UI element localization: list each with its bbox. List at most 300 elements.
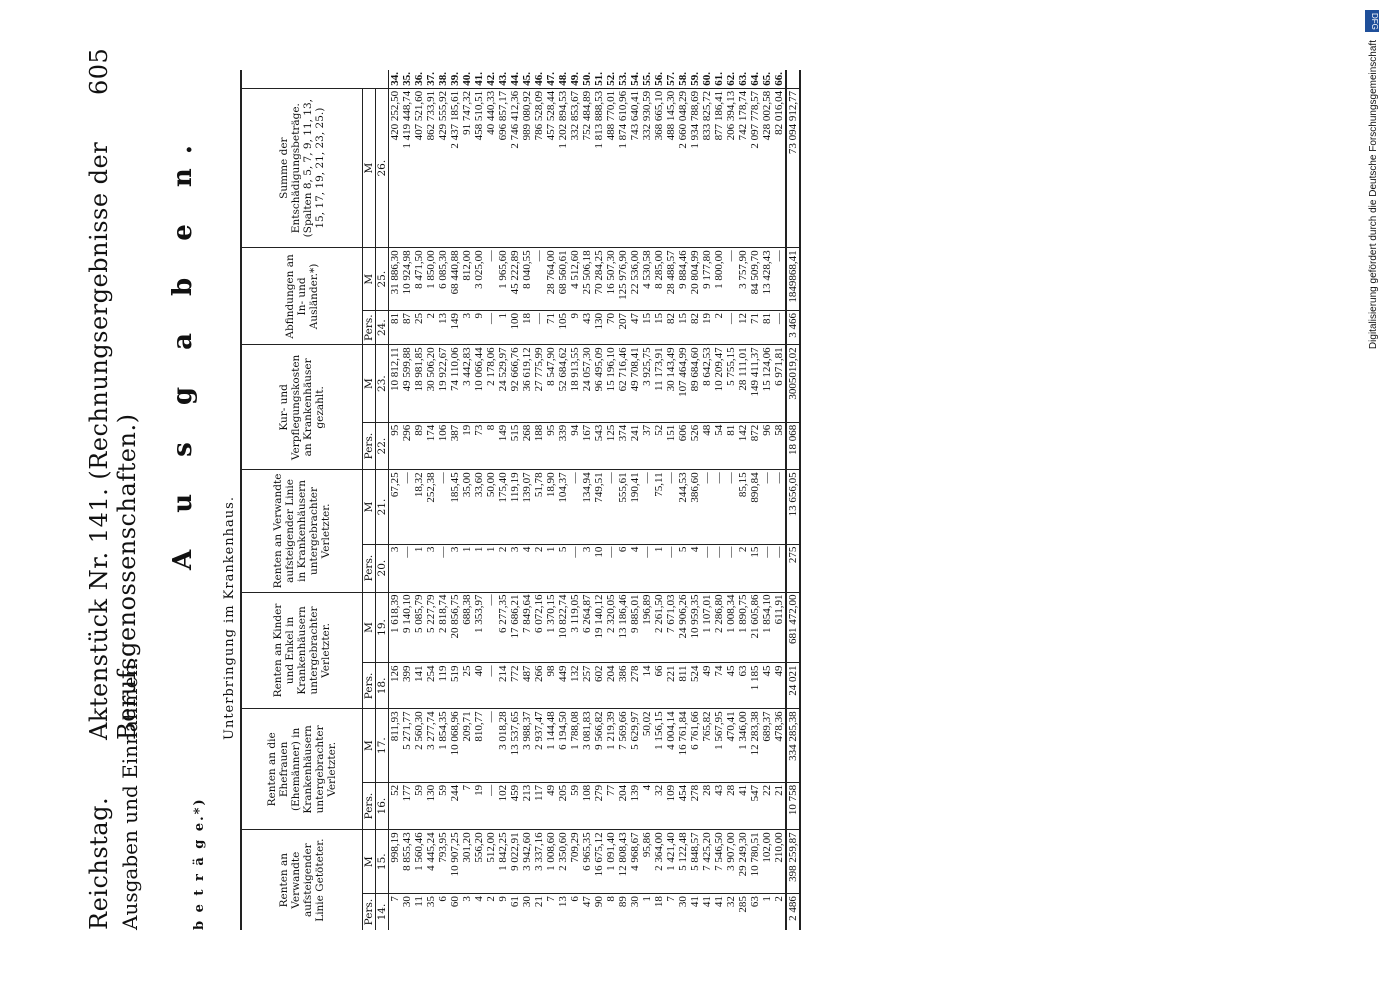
table-cell: 41: [701, 894, 713, 930]
column-number: 18.: [376, 663, 389, 709]
table-cell: 61: [509, 894, 521, 930]
table-cell: 15: [749, 544, 761, 592]
table-cell: 52: [653, 422, 665, 470]
table-cell: 3: [461, 894, 473, 930]
table-cell: 7 425,20: [701, 830, 713, 894]
column-number: 22.: [376, 422, 389, 470]
table-cell: 58: [773, 422, 786, 470]
table-row: [485, 70, 497, 930]
table-cell: 5: [557, 544, 569, 592]
table-cell: 41: [737, 782, 749, 830]
table-cell: 35: [425, 894, 437, 930]
table-cell: 1: [413, 544, 425, 592]
table-cell: 9: [497, 894, 509, 930]
table-cell: 33,60: [473, 470, 485, 544]
table-cell: 70 284,25: [593, 248, 605, 311]
table-cell: 15: [641, 310, 653, 344]
table-cell: 151: [665, 422, 677, 470]
table-cell: 1 346,00: [737, 709, 749, 782]
table-cell: —: [605, 544, 617, 592]
table-cell: 30 506,20: [425, 345, 437, 422]
table-cell: 3 988,37: [521, 709, 533, 782]
table-cell: 28 488,57: [665, 248, 677, 311]
table-row: [569, 70, 581, 930]
table-cell: 52 684,62: [557, 345, 569, 422]
table-cell: 9 566,82: [593, 709, 605, 782]
table-cell: 6: [437, 894, 449, 930]
table-cell: 2 261,50: [653, 592, 665, 663]
table-cell: 1 008,34: [725, 592, 737, 663]
credit-text: Digitalisierung gefördert durch die Deutsche Forschungsgemeinschaft: [1368, 40, 1379, 350]
table-cell: 4 530,58: [641, 248, 653, 311]
column-unit: M: [363, 248, 376, 311]
table-cell: 126: [389, 663, 402, 709]
table-cell: 22: [761, 782, 773, 830]
table-cell: 10 066,44: [473, 345, 485, 422]
table-cell: 793,95: [437, 830, 449, 894]
table-cell: 9: [569, 310, 581, 344]
table-row: [629, 70, 641, 930]
table-row: [641, 70, 653, 930]
table-cell: 3 757,90: [737, 248, 749, 311]
total-cell: 1849868,41: [786, 248, 800, 311]
table-cell: —: [725, 470, 737, 544]
table-cell: —: [761, 544, 773, 592]
table-cell: 2: [713, 310, 725, 344]
table-cell: 1 202 894,53: [557, 88, 569, 248]
table-cell: 30: [521, 894, 533, 930]
table-cell: 386: [617, 663, 629, 709]
table-row: [593, 70, 605, 930]
column-unit: M: [363, 709, 376, 782]
table-cell: 4: [473, 894, 485, 930]
table-cell: 3: [389, 544, 402, 592]
table-cell: 19 922,67: [437, 345, 449, 422]
table-cell: 24 906,26: [677, 592, 689, 663]
table-cell: 13 186,46: [617, 592, 629, 663]
table-cell: 15: [653, 310, 665, 344]
table-cell: 2 560,30: [413, 709, 425, 782]
table-cell: 877 186,41: [713, 88, 725, 248]
table-cell: 13 428,43: [761, 248, 773, 311]
table-cell: 519: [449, 663, 461, 709]
table-row: [617, 70, 629, 930]
table-cell: 2 350,60: [557, 830, 569, 894]
table-cell: 1 421,40: [665, 830, 677, 894]
table-cell: 51,78: [533, 470, 545, 544]
table-cell: 29 249,30: [737, 830, 749, 894]
table-cell: 244,53: [677, 470, 689, 544]
table-row: [389, 70, 402, 930]
table-cell: 488 770,01: [605, 88, 617, 248]
table-cell: 84 509,70: [749, 248, 761, 311]
table-cell: 130: [425, 782, 437, 830]
subheading-group: Unterbringung im Krankenhaus.: [222, 496, 237, 740]
table-cell: 9 140,10: [401, 592, 413, 663]
table-cell: 119: [437, 663, 449, 709]
table-cell: 368 665,10: [653, 88, 665, 248]
table-cell: 13: [437, 310, 449, 344]
table-cell: 63: [737, 663, 749, 709]
table-cell: 75,11: [653, 470, 665, 544]
table-cell: 1 107,01: [701, 592, 713, 663]
table-cell: —: [485, 310, 497, 344]
table-cell: 244: [449, 782, 461, 830]
table-cell: 2 364,00: [653, 830, 665, 894]
table-cell: 1 370,15: [545, 592, 557, 663]
table-row: [425, 70, 437, 930]
table-cell: 141: [413, 663, 425, 709]
table-cell: 2 097 778,57: [749, 88, 761, 248]
table-cell: 428 002,58: [761, 88, 773, 248]
table-cell: 602: [593, 663, 605, 709]
row-number: 58.: [677, 72, 689, 86]
table-cell: 1 219,39: [605, 709, 617, 782]
column-unit: Pers.: [363, 422, 376, 470]
table-cell: 241: [629, 422, 641, 470]
table-cell: 6 971,81: [773, 345, 786, 422]
table-cell: —: [401, 470, 413, 544]
row-number: 40.: [461, 72, 473, 86]
table-cell: 85,15: [737, 470, 749, 544]
table-cell: 2 660 048,29: [677, 88, 689, 248]
table-cell: —: [665, 544, 677, 592]
table-cell: 52: [389, 782, 402, 830]
table-cell: 8 285,00: [653, 248, 665, 311]
table-cell: 10: [593, 544, 605, 592]
table-cell: 82: [689, 310, 701, 344]
table-cell: 36 619,12: [521, 345, 533, 422]
totals-row: [786, 70, 800, 930]
table-cell: 487: [521, 663, 533, 709]
table-cell: 3: [509, 544, 521, 592]
table-cell: 7: [389, 894, 402, 930]
table-cell: 96: [761, 422, 773, 470]
total-cell: 398 259,87: [786, 830, 800, 894]
table-cell: 285: [737, 894, 749, 930]
column-number: 20.: [376, 544, 389, 592]
table-cell: 386,60: [689, 470, 701, 544]
table-cell: —: [569, 544, 581, 592]
table-cell: 8 547,90: [545, 345, 557, 422]
table-cell: 5: [677, 544, 689, 592]
table-cell: 59: [413, 782, 425, 830]
table-cell: 45 222,89: [509, 248, 521, 311]
table-cell: 89: [413, 422, 425, 470]
table-cell: 21: [773, 782, 786, 830]
row-number-header: [241, 70, 389, 88]
table-cell: 543: [593, 422, 605, 470]
table-cell: 4 445,24: [425, 830, 437, 894]
table-cell: 810,77: [473, 709, 485, 782]
total-cell: 334 285,38: [786, 709, 800, 782]
total-cell: 10 758: [786, 782, 800, 830]
table-cell: 47: [581, 894, 593, 930]
table-row: [749, 70, 761, 930]
table-cell: 47: [629, 310, 641, 344]
table-cell: 812,00: [461, 248, 473, 311]
table-row: [677, 70, 689, 930]
table-cell: 74: [713, 663, 725, 709]
table-cell: 109: [665, 782, 677, 830]
table-cell: 104,37: [557, 470, 569, 544]
table-cell: 15 124,06: [761, 345, 773, 422]
row-number: 49.: [569, 72, 581, 86]
table-cell: 167: [581, 422, 593, 470]
table-cell: 22 536,00: [629, 248, 641, 311]
table-cell: 102,00: [761, 830, 773, 894]
column-number: 17.: [376, 709, 389, 782]
column-number: 26.: [376, 88, 389, 248]
table-cell: —: [641, 470, 653, 544]
table-cell: 606: [677, 422, 689, 470]
row-number: 45.: [521, 72, 533, 86]
table-cell: 429 555,92: [437, 88, 449, 248]
table-cell: 268: [521, 422, 533, 470]
table-cell: 1: [485, 544, 497, 592]
table-cell: 209,71: [461, 709, 473, 782]
row-number: 35.: [401, 72, 413, 86]
column-unit: M: [363, 345, 376, 422]
column-label: Abfindungen an In- und Ausländer.*): [241, 248, 363, 345]
table-cell: 1 854,10: [761, 592, 773, 663]
table-cell: 4 004,14: [665, 709, 677, 782]
table-cell: 4: [521, 544, 533, 592]
table-cell: 49 599,88: [401, 345, 413, 422]
row-number: 42.: [485, 72, 497, 86]
table-cell: 2: [497, 544, 509, 592]
table-cell: 3 925,75: [641, 345, 653, 422]
column-number: 16.: [376, 782, 389, 830]
table-cell: 18 981,85: [413, 345, 425, 422]
header-numbers-row: [376, 70, 389, 930]
table-row: [761, 70, 773, 930]
table-cell: 13 537,65: [509, 709, 521, 782]
table-cell: —: [773, 248, 786, 311]
table-cell: 1 800,00: [713, 248, 725, 311]
table-cell: 765,82: [701, 709, 713, 782]
row-number: 36.: [413, 72, 425, 86]
table-cell: 1: [473, 544, 485, 592]
row-number: 48.: [557, 72, 569, 86]
table-cell: 1 618,39: [389, 592, 402, 663]
row-number: 51.: [593, 72, 605, 86]
table-cell: 8 040,55: [521, 248, 533, 311]
column-unit: Pers.: [363, 310, 376, 344]
table-cell: 2 178,06: [485, 345, 497, 422]
table-cell: 252,38: [425, 470, 437, 544]
table-footer: [786, 70, 800, 930]
table-cell: 16 507,30: [605, 248, 617, 311]
table-row: [461, 70, 473, 930]
table-cell: —: [725, 310, 737, 344]
column-unit: M: [363, 470, 376, 544]
table-cell: 25: [413, 310, 425, 344]
table-cell: 696 857,17: [497, 88, 509, 248]
table-cell: 556,20: [473, 830, 485, 894]
table-cell: 524: [689, 663, 701, 709]
table-cell: 95: [545, 422, 557, 470]
table-cell: 5 848,57: [689, 830, 701, 894]
table-cell: —: [761, 470, 773, 544]
table-cell: 8: [485, 422, 497, 470]
column-label: Renten an Kinder und Enkel in Krankenhäusern untergebrachter Verletzter.: [241, 592, 363, 709]
table-cell: 30: [629, 894, 641, 930]
total-cell: 3 466: [786, 310, 800, 344]
table-cell: 66: [653, 663, 665, 709]
table-row: [701, 70, 713, 930]
row-number: 55.: [641, 72, 653, 86]
table-cell: 7: [665, 894, 677, 930]
table-cell: 32: [653, 782, 665, 830]
table-cell: 512,00: [485, 830, 497, 894]
table-cell: 77: [605, 782, 617, 830]
section-title: Ausgaben und Einnahmen.: [118, 657, 142, 930]
table-cell: —: [773, 310, 786, 344]
table-cell: 68 560,61: [557, 248, 569, 311]
table-cell: 18,32: [413, 470, 425, 544]
table-cell: 1: [497, 310, 509, 344]
table-cell: 205: [557, 782, 569, 830]
table-cell: 19: [461, 422, 473, 470]
table-cell: 3 907,00: [725, 830, 737, 894]
table-cell: 10 068,96: [449, 709, 461, 782]
table-cell: 470,41: [725, 709, 737, 782]
table-cell: 1: [641, 894, 653, 930]
table-cell: 213: [521, 782, 533, 830]
table-cell: —: [641, 544, 653, 592]
table-cell: 3 081,83: [581, 709, 593, 782]
table-row: [557, 70, 569, 930]
table-cell: 890,84: [749, 470, 761, 544]
table-cell: 41: [713, 894, 725, 930]
expenditure-table: [240, 70, 801, 930]
row-number: 65.: [761, 72, 773, 86]
table-cell: 190,41: [629, 470, 641, 544]
table-cell: 8 855,43: [401, 830, 413, 894]
table-row: [665, 70, 677, 930]
row-number: 61.: [713, 72, 725, 86]
table-cell: 1 008,60: [545, 830, 557, 894]
table-cell: 457 528,44: [545, 88, 557, 248]
header-center: Aktenstück Nr. 141. (Rechnungsergebnisse der Berufsgenossenschaften.): [85, 141, 141, 740]
row-number: 34.: [389, 72, 401, 86]
table-row: [509, 70, 521, 930]
table-cell: 214: [497, 663, 509, 709]
table-cell: 30: [401, 894, 413, 930]
table-cell: 10 924,98: [401, 248, 413, 311]
table-cell: 139,07: [521, 470, 533, 544]
table-cell: 2 746 412,36: [509, 88, 521, 248]
row-number: 59.: [689, 72, 701, 86]
table-cell: 54: [713, 422, 725, 470]
table-cell: 28 111,01: [737, 345, 749, 422]
table-cell: 35,00: [461, 470, 473, 544]
table-cell: 8 471,50: [413, 248, 425, 311]
table-cell: 12 283,38: [749, 709, 761, 782]
row-number: 64.: [749, 72, 761, 86]
table-cell: 50,02: [641, 709, 653, 782]
table-cell: 19 140,12: [593, 592, 605, 663]
table-cell: 45: [761, 663, 773, 709]
table-row: [713, 70, 725, 930]
table-cell: 134,94: [581, 470, 593, 544]
table-cell: 3 018,28: [497, 709, 509, 782]
table-row: [545, 70, 557, 930]
table-cell: 132: [569, 663, 581, 709]
header-left: Reichstag.: [85, 796, 113, 930]
table-cell: 11 173,91: [653, 345, 665, 422]
table-cell: 1: [461, 544, 473, 592]
table-cell: —: [773, 470, 786, 544]
column-label: Summe der Entschädigungsbeträge. (Spalten 8, 5, 7, 9, 11, 13, 15, 17, 19, 21, 23, 25.): [241, 88, 363, 248]
table-cell: 49: [701, 663, 713, 709]
table-cell: 279: [593, 782, 605, 830]
table-cell: 332 853,67: [569, 88, 581, 248]
table-cell: 73: [473, 422, 485, 470]
column-unit: Pers.: [363, 663, 376, 709]
table-cell: 32: [725, 894, 737, 930]
table-cell: —: [701, 470, 713, 544]
table-cell: 149: [449, 310, 461, 344]
table-cell: 221: [665, 663, 677, 709]
table-cell: 6: [569, 894, 581, 930]
column-unit: Pers.: [363, 544, 376, 592]
row-number: 43.: [497, 72, 509, 86]
total-cell: 2 486: [786, 894, 800, 930]
table-cell: 5 755,15: [725, 345, 737, 422]
table-cell: 108: [581, 782, 593, 830]
table-cell: 811,93: [389, 709, 402, 782]
column-unit: Pers.: [363, 894, 376, 930]
table-cell: 3 025,00: [473, 248, 485, 311]
row-number: 62.: [725, 72, 737, 86]
table-cell: 20 804,99: [689, 248, 701, 311]
table-cell: 27 775,99: [533, 345, 545, 422]
table-cell: 2: [485, 894, 497, 930]
table-cell: 139: [629, 782, 641, 830]
table-cell: 374: [617, 422, 629, 470]
table-cell: 1 854,35: [437, 709, 449, 782]
table-cell: 332 930,59: [641, 88, 653, 248]
table-cell: —: [437, 544, 449, 592]
table-cell: 752 484,89: [581, 88, 593, 248]
total-cell: 681 472,00: [786, 592, 800, 663]
column-number: 15.: [376, 830, 389, 894]
table-cell: 185,45: [449, 470, 461, 544]
table-cell: —: [485, 592, 497, 663]
table-cell: 1: [761, 894, 773, 930]
table-cell: 81: [389, 310, 402, 344]
column-number: 23.: [376, 345, 389, 422]
table-cell: —: [533, 248, 545, 311]
table-cell: 449: [557, 663, 569, 709]
table-cell: 743 640,41: [629, 88, 641, 248]
table-cell: 9 884,46: [677, 248, 689, 311]
table-cell: 45: [725, 663, 737, 709]
total-cell: 3005019,02: [786, 345, 800, 422]
row-number: 37.: [425, 72, 437, 86]
table-cell: 4 968,67: [629, 830, 641, 894]
table-cell: 40 440,33: [485, 88, 497, 248]
row-number: 46.: [533, 72, 545, 86]
table-cell: 130: [593, 310, 605, 344]
table-cell: 71: [749, 310, 761, 344]
table-cell: 1 934 788,69: [689, 88, 701, 248]
total-cell: 73 094 912,77: [786, 88, 800, 248]
table-row: [521, 70, 533, 930]
row-number: 39.: [449, 72, 461, 86]
